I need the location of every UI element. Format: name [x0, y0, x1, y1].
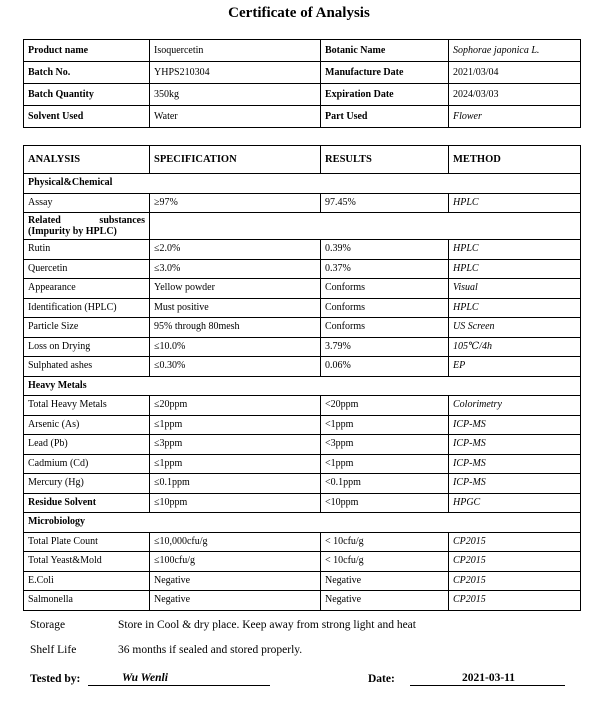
analysis-cell: Arsenic (As) — [24, 415, 150, 435]
method-cell: CP2015 — [449, 552, 581, 572]
table-row — [24, 279, 581, 299]
table-row — [24, 532, 581, 552]
info-value: 350kg — [150, 84, 321, 106]
results-cell: <1ppm — [321, 454, 449, 474]
results-cell: <20ppm — [321, 396, 449, 416]
specification-cell: ≤10,000cfu/g — [150, 532, 321, 552]
related-word: substances — [99, 215, 145, 226]
method-cell: HPLC — [449, 259, 581, 279]
section-row — [24, 513, 581, 533]
method-cell: HPLC — [449, 240, 581, 260]
results-cell: Conforms — [321, 279, 449, 299]
analysis-cell: Residue Solvent — [24, 493, 150, 513]
analysis-cell: Cadmium (Cd) — [24, 454, 150, 474]
table-row — [24, 493, 581, 513]
table-row — [24, 415, 581, 435]
signature-line — [88, 685, 270, 686]
info-row — [24, 40, 581, 62]
method-cell: ICP-MS — [449, 454, 581, 474]
method-cell: ICP-MS — [449, 415, 581, 435]
table-row — [24, 298, 581, 318]
section-row — [24, 376, 581, 396]
info-value: 2021/03/04 — [449, 62, 581, 84]
method-cell: Visual — [449, 279, 581, 299]
document-title: Certificate of Analysis — [228, 5, 370, 21]
section-related-substances — [24, 213, 150, 240]
table-row — [24, 396, 581, 416]
specification-cell: Yellow powder — [150, 279, 321, 299]
specification-cell: Must positive — [150, 298, 321, 318]
results-cell: 0.37% — [321, 259, 449, 279]
analysis-table — [23, 145, 581, 611]
table-header-row — [24, 146, 581, 174]
info-row — [24, 106, 581, 128]
storage-text: Store in Cool & dry place. Keep away from strong light and heat — [118, 619, 416, 631]
section-heavy-metals: Heavy Metals — [24, 376, 581, 396]
info-label: Botanic Name — [321, 40, 449, 62]
specification-cell: ≥97% — [150, 193, 321, 213]
analysis-cell: Loss on Drying — [24, 337, 150, 357]
table-row — [24, 240, 581, 260]
header-method: METHOD — [449, 146, 581, 174]
specification-cell: ≤0.30% — [150, 357, 321, 377]
analysis-cell: Mercury (Hg) — [24, 474, 150, 494]
analysis-cell: Lead (Pb) — [24, 435, 150, 455]
analysis-cell: Rutin — [24, 240, 150, 260]
section-microbiology: Microbiology — [24, 513, 581, 533]
storage-label: Storage — [30, 619, 66, 631]
results-cell: 0.06% — [321, 357, 449, 377]
table-row — [24, 571, 581, 591]
table-row — [24, 193, 581, 213]
results-cell: <3ppm — [321, 435, 449, 455]
date-label: Date: — [368, 673, 395, 685]
info-label: Solvent Used — [24, 106, 150, 128]
specification-cell: ≤10.0% — [150, 337, 321, 357]
results-cell: Conforms — [321, 318, 449, 338]
table-row — [24, 474, 581, 494]
table-row — [24, 318, 581, 338]
specification-cell: Negative — [150, 591, 321, 611]
empty-cell — [150, 213, 581, 240]
info-label: Manufacture Date — [321, 62, 449, 84]
method-cell: CP2015 — [449, 591, 581, 611]
info-label: Batch Quantity — [24, 84, 150, 106]
results-cell: <1ppm — [321, 415, 449, 435]
info-label: Product name — [24, 40, 150, 62]
info-value: Water — [150, 106, 321, 128]
method-cell: Colorimetry — [449, 396, 581, 416]
info-label: Expiration Date — [321, 84, 449, 106]
specification-cell: ≤2.0% — [150, 240, 321, 260]
info-label: Batch No. — [24, 62, 150, 84]
table-row — [24, 454, 581, 474]
results-cell: 97.45% — [321, 193, 449, 213]
shelf-life-text: 36 months if sealed and stored properly. — [118, 644, 303, 656]
date-value: 2021-03-11 — [462, 672, 516, 684]
analysis-cell: Appearance — [24, 279, 150, 299]
related-subtitle: (Impurity by HPLC) — [28, 226, 117, 237]
product-info-table — [23, 39, 581, 128]
info-value: Flower — [449, 106, 581, 128]
section-row — [24, 213, 581, 240]
results-cell: 0.39% — [321, 240, 449, 260]
results-cell: Negative — [321, 591, 449, 611]
section-physical-chemical: Physical&Chemical — [24, 174, 581, 194]
table-row — [24, 435, 581, 455]
method-cell: CP2015 — [449, 532, 581, 552]
specification-cell: Negative — [150, 571, 321, 591]
method-cell: 105℃/4h — [449, 337, 581, 357]
results-cell: 3.79% — [321, 337, 449, 357]
results-cell: < 10cfu/g — [321, 532, 449, 552]
header-results: RESULTS — [321, 146, 449, 174]
method-cell: HPGC — [449, 493, 581, 513]
tested-by-label: Tested by: — [30, 673, 81, 685]
date-line — [410, 685, 565, 686]
results-cell: < 10cfu/g — [321, 552, 449, 572]
analysis-cell: Total Yeast&Mold — [24, 552, 150, 572]
analysis-cell: Identification (HPLC) — [24, 298, 150, 318]
results-cell: Conforms — [321, 298, 449, 318]
analysis-cell: Total Plate Count — [24, 532, 150, 552]
info-value: Isoquercetin — [150, 40, 321, 62]
results-cell: Negative — [321, 571, 449, 591]
table-row — [24, 552, 581, 572]
specification-cell: ≤0.1ppm — [150, 474, 321, 494]
analysis-cell: Sulphated ashes — [24, 357, 150, 377]
specification-cell: ≤20ppm — [150, 396, 321, 416]
method-cell: US Screen — [449, 318, 581, 338]
analysis-cell: Salmonella — [24, 591, 150, 611]
specification-cell: ≤3.0% — [150, 259, 321, 279]
results-cell: <10ppm — [321, 493, 449, 513]
specification-cell: ≤1ppm — [150, 415, 321, 435]
table-row — [24, 591, 581, 611]
info-value: 2024/03/03 — [449, 84, 581, 106]
table-row — [24, 337, 581, 357]
section-row — [24, 174, 581, 194]
header-specification: SPECIFICATION — [150, 146, 321, 174]
info-row — [24, 84, 581, 106]
specification-cell: ≤1ppm — [150, 454, 321, 474]
related-word: Related — [28, 215, 61, 226]
info-label: Part Used — [321, 106, 449, 128]
analysis-cell: Quercetin — [24, 259, 150, 279]
info-value: Sophorae japonica L. — [449, 40, 581, 62]
info-row — [24, 62, 581, 84]
specification-cell: ≤10ppm — [150, 493, 321, 513]
analysis-cell: Total Heavy Metals — [24, 396, 150, 416]
analysis-cell: Assay — [24, 193, 150, 213]
info-value: YHPS210304 — [150, 62, 321, 84]
results-cell: <0.1ppm — [321, 474, 449, 494]
method-cell: CP2015 — [449, 571, 581, 591]
method-cell: EP — [449, 357, 581, 377]
table-row — [24, 357, 581, 377]
method-cell: HPLC — [449, 298, 581, 318]
table-row — [24, 259, 581, 279]
method-cell: ICP-MS — [449, 435, 581, 455]
method-cell: ICP-MS — [449, 474, 581, 494]
shelf-life-label: Shelf Life — [30, 644, 77, 656]
specification-cell: ≤3ppm — [150, 435, 321, 455]
tester-name: Wu Wenli — [122, 672, 168, 684]
specification-cell: ≤100cfu/g — [150, 552, 321, 572]
analysis-cell: E.Coli — [24, 571, 150, 591]
header-analysis: ANALYSIS — [24, 146, 150, 174]
specification-cell: 95% through 80mesh — [150, 318, 321, 338]
method-cell: HPLC — [449, 193, 581, 213]
analysis-cell: Particle Size — [24, 318, 150, 338]
